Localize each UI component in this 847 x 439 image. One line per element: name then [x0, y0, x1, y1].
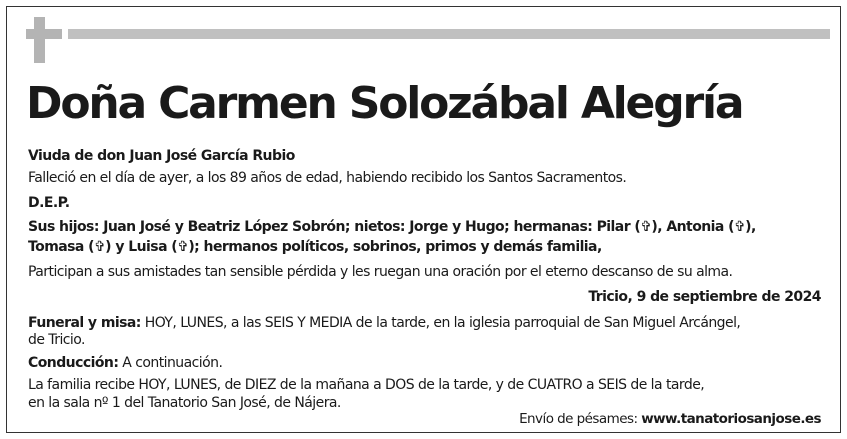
condolences-label: Envío de pésames:: [519, 411, 642, 427]
wake-line-1: La familia recibe HOY, LUNES, de DIEZ de la mañana a DOS de la tarde, y de CUATRO a SEIS de la tarde,: [28, 377, 705, 393]
header-rule: [68, 29, 830, 39]
deceased-name: Doña Carmen Solozábal Alegría: [26, 78, 743, 129]
conduction-text: A continuación.: [118, 355, 223, 371]
conduction-label: Conducción:: [28, 355, 119, 371]
place-date: Tricio, 9 de septiembre de 2024: [588, 289, 821, 305]
request-line: Participan a sus amistades tan sensible pérdida y les ruegan una oración por el eterno descanso de su alma.: [28, 264, 733, 280]
funeral-line-2: de Tricio.: [28, 332, 85, 348]
wake-line-2: en la sala nº 1 del Tanatorio San José, de Nájera.: [28, 395, 341, 411]
rip-line: D.E.P.: [28, 195, 70, 211]
conduction-line: [28, 354, 222, 372]
family-line-2: Tomasa (✞) y Luisa (✞); hermanos políticos, sobrinos, primos y demás familia,: [28, 239, 602, 255]
widow-line: Viuda de don Juan José García Rubio: [28, 148, 295, 164]
cross-icon-vertical: [34, 17, 45, 63]
family-line-1: Sus hijos: Juan José y Beatriz López Sobrón; nietos: Jorge y Hugo; hermanas: Pilar (✞), Antonia (✞),: [28, 219, 756, 235]
cross-icon-horizontal: [26, 29, 62, 39]
condolences-line: [519, 410, 821, 428]
funeral-text-1: HOY, LUNES, a las SEIS Y MEDIA de la tarde, en la iglesia parroquial de San Miguel Arcángel,: [140, 315, 741, 331]
funeral-label: Funeral y misa:: [28, 315, 141, 331]
condolences-link[interactable]: www.tanatoriosanjose.es: [641, 411, 821, 427]
death-line: Falleció en el día de ayer, a los 89 años de edad, habiendo recibido los Santos Sacramentos.: [28, 170, 627, 186]
funeral-line-1: [28, 314, 740, 332]
